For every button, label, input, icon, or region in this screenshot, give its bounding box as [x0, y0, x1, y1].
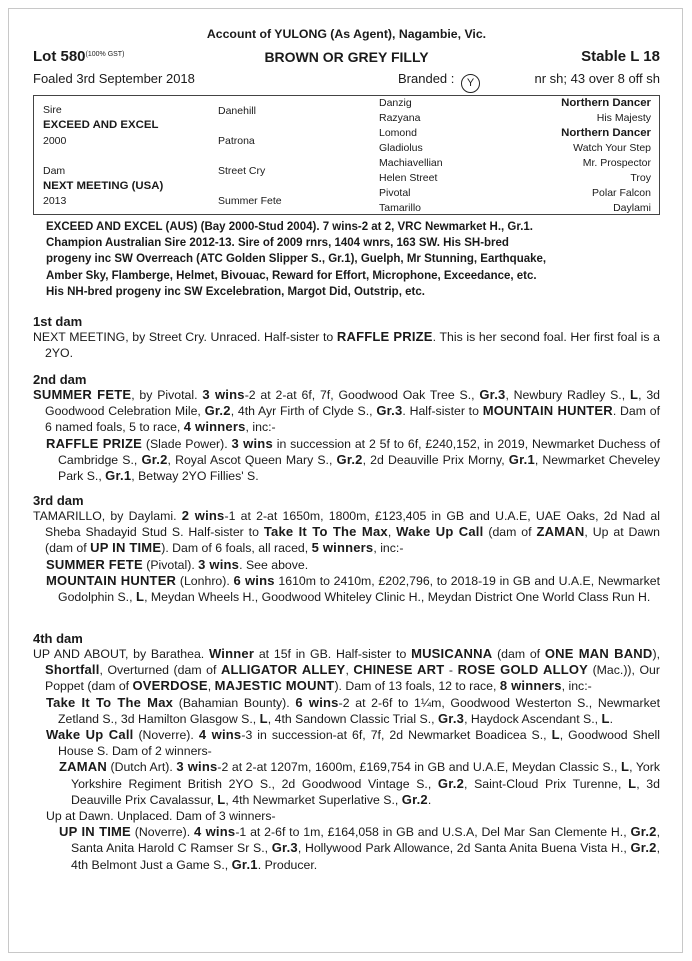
gen2-dam: Summer Fete [218, 195, 282, 207]
sire-name: EXCEED AND EXCEL [43, 119, 159, 131]
pedigree-table [33, 95, 660, 215]
summary-line: progeny inc SW Overreach (ATC Golden Slipper S., Gr.1), Guelph, Mr Stunning, Earthquake, [46, 253, 547, 266]
gen4-1: Northern Dancer [561, 97, 651, 109]
gen3-1: Danzig [379, 97, 412, 109]
gen4-7: Polar Falcon [592, 187, 651, 199]
branded-label: Branded : [398, 71, 455, 86]
wake-up-call-entry: Wake Up Call (Noverre). 4 wins-3 in succession-at 6f, 7f, 2d Newmarket Boadicea S., L, Goodwood Shell House S. Dam of 2 winners- [46, 727, 660, 759]
first-dam-section [33, 314, 660, 361]
second-dam-text: SUMMER FETE, by Pivotal. 3 wins-2 at 2-at 6f, 7f, Goodwood Oak Tree S., Gr.3, Newbury Radley S., L, 3d Goodwood Celebration Mile, Gr.2, 4th Ayr Firth of Clyde S., Gr.3. Half-sister to MOUNTAIN HUNTER. Dam of 6 named foals, 5 to race, 4 winners, inc:- [33, 387, 661, 435]
third-dam-text: TAMARILLO, by Daylami. 2 wins-1 at 2-at 1650m, 1800m, £123,405 in GB and U.A.E, UAE Oaks, 2d Nad al Sheba Shadayid Stud S. Half-sister to Take It To The Max, Wake Up Call (dam of ZAMAN, Up at Dawn (dam of UP IN TIME). Dam of 6 foals, all raced, 5 winners, inc:- [33, 508, 660, 556]
lot-label: Lot 580 [33, 48, 86, 65]
gen2-dam-sire: Street Cry [218, 165, 266, 177]
sire-year: 2000 [43, 135, 67, 147]
summer-fete-entry: SUMMER FETE (Pivotal). 3 wins. See above. [46, 556, 309, 572]
sex-color: BROWN OR GREY FILLY [264, 49, 429, 65]
fourth-dam-text: UP AND ABOUT, by Barathea. Winner at 15f in GB. Half-sister to MUSICANNA (dam of ONE MAN BAND), Shortfall, Overturned (dam of ALLIGATOR ALLEY, CHINESE ART - ROSE GOLD ALLOY (Mac.)), Our Poppet (dam of OVERDOSE, MAJESTIC MOUNT). Dam of 13 foals, 12 to race, 8 winners, inc:- [33, 646, 660, 694]
gst-note: (100% GST) [85, 51, 125, 58]
first-dam-text: NEXT MEETING, by Street Cry. Unraced. Half-sister to RAFFLE PRIZE. This is her second foal. Her first foal is a 2YO. [33, 329, 661, 361]
gen4-8: Daylami [613, 202, 651, 214]
gen2-sire-dam: Patrona [218, 135, 255, 147]
gen2-sire: Danehill [218, 105, 256, 117]
take-it-to-the-max-entry: Take It To The Max (Bahamian Bounty). 6 wins-2 at 2-6f to 1¼m, Goodwood Westerton S., Newmarket Zetland S., 3d Hamilton Glasgow S., L, 4th Sandown Classic Trial S., Gr.3, Haydock Ascendant S., L. [46, 694, 661, 726]
sire-summary [46, 219, 651, 300]
gen4-2: His Majesty [596, 112, 651, 124]
section-heading: 3rd dam [33, 493, 84, 508]
section-heading: 4th dam [33, 631, 83, 646]
sire-label: Sire [43, 104, 62, 116]
dam-name: NEXT MEETING (USA) [43, 180, 164, 192]
dam-label: Dam [43, 165, 66, 177]
up-at-dawn-entry: Up at Dawn. Unplaced. Dam of 3 winners- [46, 809, 276, 824]
up-in-time-entry: UP IN TIME (Noverre). 4 wins-1 at 2-6f to 1m, £164,058 in GB and U.S.A, Del Mar San Clemente H., Gr.2, Santa Anita Harold C Ramser Sr S., Gr.3, Hollywood Park Allowance, 2d Santa Anita Buena Vista H., Gr.2, 4th Belmont Just a Game S., Gr.1. Producer. [59, 824, 660, 872]
section-heading: 2nd dam [33, 372, 87, 387]
gen3-2: Razyana [379, 112, 421, 124]
gen3-8: Tamarillo [379, 202, 422, 214]
vendor-account: Account of YULONG (As Agent), Nagambie, Vic. [206, 27, 487, 41]
foaled-date: Foaled 3rd September 2018 [33, 71, 195, 86]
gen3-4: Gladiolus [379, 142, 423, 154]
brand-note: nr sh; 43 over 8 off sh [534, 71, 660, 86]
gen4-3: Northern Dancer [561, 127, 651, 139]
gen4-6: Troy [630, 172, 651, 184]
mountain-hunter-entry: MOUNTAIN HUNTER (Lonhro). 6 wins 1610m to 2410m, £202,796, to 2018-19 in GB and U.A.E, Newmarket Godolphin S., L, Meydan Wheels H., Goodwood Whiteley Clinic H., Meydan District One World Class Run H. [46, 572, 660, 605]
summary-line: Amber Sky, Flamberge, Helmet, Bivouac, Reward for Effort, Microphone, Exceedance, etc. [46, 269, 537, 282]
stable-number: Stable L 18 [581, 48, 660, 65]
gen3-7: Pivotal [379, 187, 411, 199]
fourth-dam-section [33, 631, 660, 873]
branded [398, 71, 480, 93]
gen3-3: Lomond [379, 127, 417, 139]
brand-mark-icon: Y [461, 74, 480, 93]
gen3-5: Machiavellian [379, 157, 443, 169]
raffle-prize-entry: RAFFLE PRIZE (Slade Power). 3 wins in succession at 2 5f to 6f, £240,152, in 2019, Newmarket Duchess of Cambridge S., Gr.2, Royal Ascot Queen Mary S., Gr.2, 2d Deauville Prix Morny, Gr.1, Newmarket Cheveley Park S., Gr.1, Betway 2YO Fillies' S. [46, 435, 661, 484]
third-dam-section [33, 493, 660, 605]
summary-line: EXCEED AND EXCEL (AUS) (Bay 2000-Stud 2004). 7 wins-2 at 2, VRC Newmarket H., Gr.1. [46, 221, 533, 233]
summary-line: His NH-bred progeny inc SW Excelebration, Margot Did, Outstrip, etc. [46, 285, 425, 298]
zaman-entry: ZAMAN (Dutch Art). 3 wins-2 at 2-at 1207m, 1600m, £169,754 in GB and U.A.E, Meydan Classic S., L, York Yorkshire Regiment British 2YO S., 2d Goodwood Vintage S., Gr.2, Saint-Cloud Prix Turenne, L, 3d Deauville Prix Cavalassur, L, 4th Newmarket Superlative S., Gr.2. [59, 759, 660, 807]
second-dam-section [33, 372, 660, 484]
summary-line: Champion Australian Sire 2012-13. Sire of 2009 rnrs, 1404 wnrs, 163 SW. His SH-bred [46, 237, 509, 250]
gen3-6: Helen Street [379, 172, 438, 184]
section-heading: 1st dam [33, 314, 83, 329]
dam-year: 2013 [43, 195, 67, 207]
gen4-4: Watch Your Step [573, 142, 651, 154]
gen4-5: Mr. Prospector [582, 157, 651, 169]
